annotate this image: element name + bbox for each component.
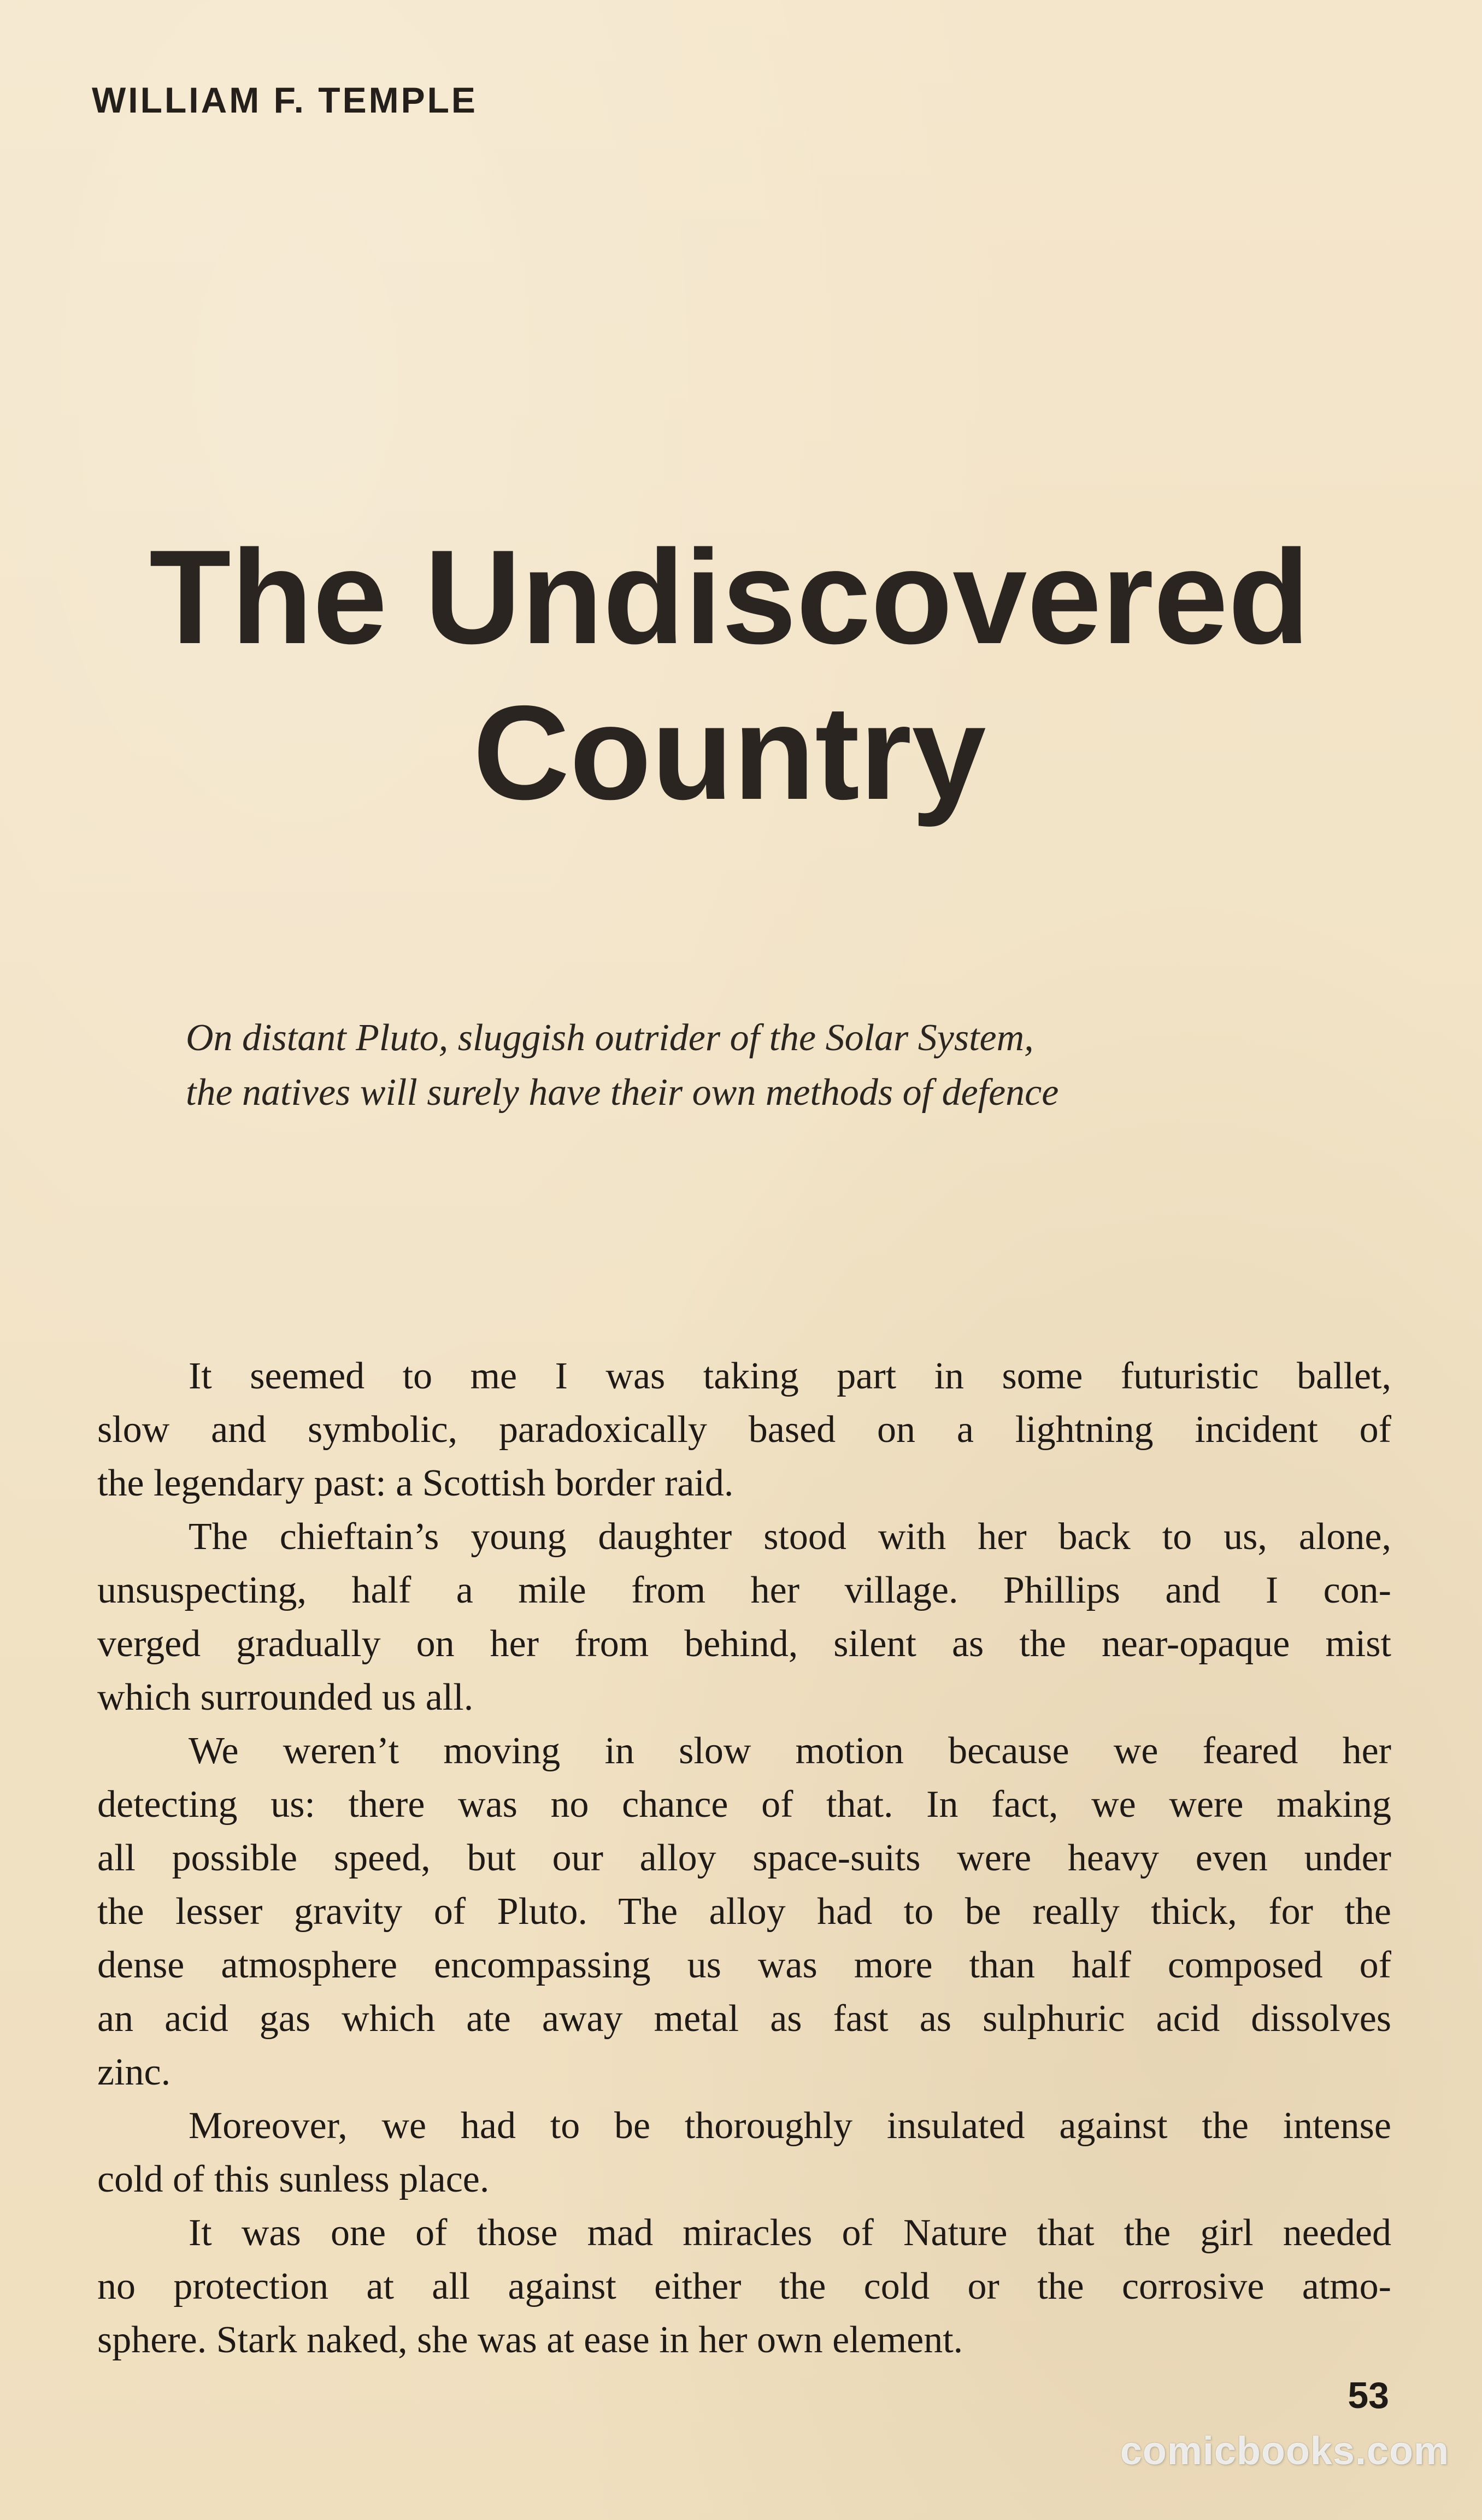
text-line: an acid gas which ate away metal as fast as sulphuric acid dissolves <box>97 1998 1391 2040</box>
author-name: WILLIAM F. TEMPLE <box>92 80 478 120</box>
paragraph-3 <box>97 1724 1391 2099</box>
text-line: the legendary past: a Scottish border raid. <box>97 1462 734 1504</box>
text-line: sphere. Stark naked, she was at ease in her own element. <box>97 2319 963 2361</box>
text-line: which surrounded us all. <box>97 1676 474 1718</box>
text-line: no protection at all against either the cold or the corrosive atmo- <box>97 2265 1391 2307</box>
paragraph-2 <box>97 1510 1391 1724</box>
paragraph-4 <box>97 2099 1391 2206</box>
story-blurb-line-1: On distant Pluto, sluggish outrider of the Solar System, <box>186 1017 1034 1059</box>
story-body <box>97 1350 1391 2367</box>
story-blurb <box>186 1011 1301 1120</box>
text-line: slow and symbolic, paradoxically based on a lightning incident of <box>97 1409 1391 1451</box>
text-line: Moreover, we had to be thoroughly insulated against the intense <box>189 2105 1391 2147</box>
text-line: detecting us: there was no chance of that. In fact, we were making <box>97 1783 1391 1826</box>
text-line: We weren’t moving in slow motion because we feared her <box>189 1730 1391 1772</box>
paragraph-1 <box>97 1350 1391 1510</box>
story-blurb-line-2: the natives will surely have their own methods of defence <box>186 1071 1059 1114</box>
text-line: dense atmosphere encompassing us was more than half composed of <box>97 1944 1391 1986</box>
story-title-line-2: Country <box>473 678 986 827</box>
text-line: It seemed to me I was taking part in some futuristic ballet, <box>189 1355 1391 1397</box>
text-line: the lesser gravity of Pluto. The alloy had to be really thick, for the <box>97 1891 1391 1933</box>
text-line: The chieftain’s young daughter stood with her back to us, alone, <box>189 1516 1391 1558</box>
paragraph-5 <box>97 2206 1391 2367</box>
text-line: cold of this sunless place. <box>97 2158 490 2200</box>
text-line: all possible speed, but our alloy space-suits were heavy even under <box>97 1837 1391 1879</box>
story-title-line-1: The Undiscovered <box>149 522 1310 672</box>
story-title <box>142 519 1317 831</box>
text-line: unsuspecting, half a mile from her village. Phillips and I con- <box>97 1569 1391 1611</box>
text-line: verged gradually on her from behind, silent as the near-opaque mist <box>97 1623 1391 1665</box>
page-number: 53 <box>1348 2375 1389 2416</box>
text-line: zinc. <box>97 2051 171 2093</box>
text-line: It was one of those mad miracles of Nature that the girl needed <box>189 2212 1391 2254</box>
watermark-text: comicbooks.com <box>1120 2429 1449 2473</box>
